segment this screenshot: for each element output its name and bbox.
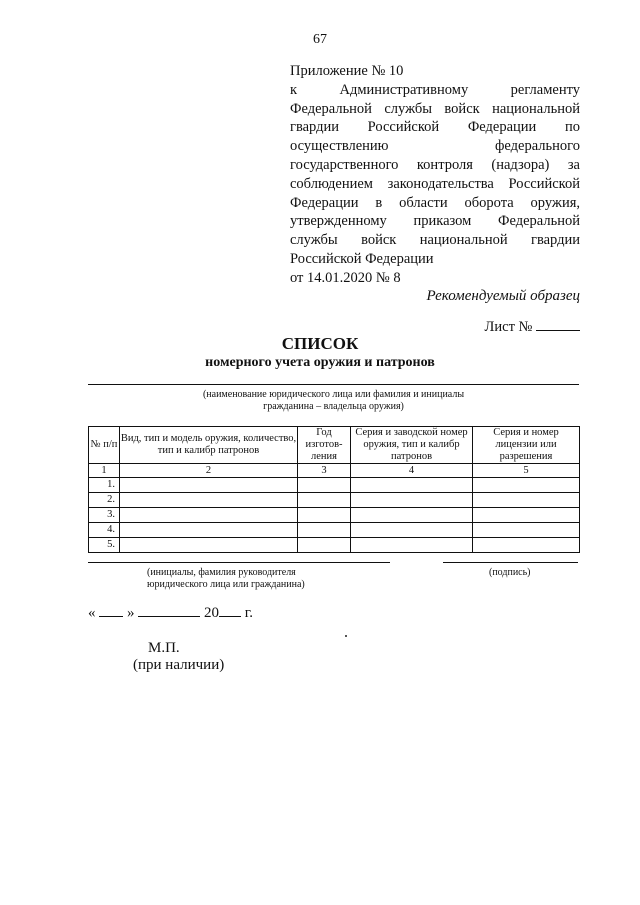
table-cell[interactable]: [298, 508, 351, 523]
page-number: 67: [313, 32, 327, 47]
appendix-line: к Административному регламенту: [290, 81, 580, 98]
appendix-line: государственного контроля (надзора) за: [290, 156, 580, 173]
column-number: 5: [473, 464, 580, 478]
owner-caption-line-1: (наименование юридического лица или фамилия и инициалы: [202, 389, 465, 400]
table-cell[interactable]: [351, 478, 473, 493]
table-cell[interactable]: [473, 478, 580, 493]
column-number-row: [89, 464, 580, 478]
table-cell[interactable]: [473, 493, 580, 508]
table-row: [89, 508, 580, 523]
appendix-line: Российской Федерации: [290, 250, 434, 267]
signature-line: [443, 562, 578, 563]
table-cell[interactable]: [351, 508, 473, 523]
table-cell[interactable]: [473, 523, 580, 538]
stamp-note: (при наличии): [133, 657, 225, 673]
header-number: № п/п: [89, 427, 120, 464]
table-row: [89, 478, 580, 493]
header-weapon-type: Вид, тип и модель оружия, количество, тип и калибр патронов: [120, 427, 298, 464]
table-cell[interactable]: [473, 508, 580, 523]
table-cell[interactable]: [298, 523, 351, 538]
recommended-sample-label: Рекомендуемый образец: [426, 288, 580, 304]
appendix-line: утвержденному приказом Федеральной: [290, 213, 580, 230]
row-number: 3.: [89, 508, 120, 523]
row-number: 2.: [89, 493, 120, 508]
table-cell[interactable]: [120, 508, 298, 523]
appendix-line: Федеральной службы войск национальной: [290, 100, 580, 117]
signatory-caption-line-2: юридического лица или гражданина): [147, 579, 305, 590]
appendix-line: соблюдением законодательства Российской: [290, 175, 580, 192]
header-serial: Серия и заводской номер оружия, тип и калибр патронов: [351, 427, 473, 464]
signatory-caption-line-1: (инициалы, фамилия руководителя: [147, 567, 296, 578]
appendix-line: службы войск национальной гвардии: [290, 232, 580, 249]
signature-caption: (подпись): [489, 567, 531, 578]
header-license: Серия и номер лицензии или разрешения: [473, 427, 580, 464]
table-header-row: [89, 427, 580, 464]
table-cell[interactable]: [120, 493, 298, 508]
month-blank[interactable]: [138, 604, 200, 617]
table-cell[interactable]: [120, 538, 298, 553]
table-row: [89, 538, 580, 553]
column-number: 3: [298, 464, 351, 478]
appendix-line: от 14.01.2020 № 8: [290, 269, 401, 286]
scan-speck: [345, 635, 347, 637]
table-cell[interactable]: [298, 478, 351, 493]
table-row: [89, 493, 580, 508]
appendix-line: осуществлению федерального: [290, 138, 580, 155]
appendix-block: [290, 62, 580, 288]
stamp-label: М.П.: [148, 640, 180, 656]
sheet-label: Лист №: [484, 319, 533, 335]
year-prefix: 20: [204, 605, 219, 621]
document-title: СПИСОК: [281, 334, 359, 353]
table-cell[interactable]: [298, 493, 351, 508]
table-cell[interactable]: [120, 478, 298, 493]
appendix-line: гвардии Российской Федерации по: [290, 119, 580, 136]
year-blank[interactable]: [219, 604, 241, 617]
appendix-line: Федерации в области оборота оружия,: [290, 194, 580, 211]
header-year: Год изготов-ления: [298, 427, 351, 464]
column-number: 2: [120, 464, 298, 478]
table-cell[interactable]: [298, 538, 351, 553]
column-number: 4: [351, 464, 473, 478]
row-number: 4.: [89, 523, 120, 538]
table-row: [89, 523, 580, 538]
row-number: 1.: [89, 478, 120, 493]
column-number: 1: [89, 464, 120, 478]
table-cell[interactable]: [473, 538, 580, 553]
row-number: 5.: [89, 538, 120, 553]
weapons-register-table: [88, 426, 580, 553]
table-cell[interactable]: [351, 493, 473, 508]
day-blank[interactable]: [99, 604, 123, 617]
date-open-quote: «: [88, 605, 96, 621]
document-subtitle: номерного учета оружия и патронов: [205, 355, 435, 370]
sheet-number-blank: [536, 318, 580, 331]
date-close-quote: »: [127, 605, 135, 621]
table-cell[interactable]: [120, 523, 298, 538]
owner-caption: [88, 389, 579, 413]
signatory-name-line: [88, 562, 390, 563]
appendix-line: Приложение № 10: [290, 63, 404, 79]
owner-caption-line-2: гражданина – владельца оружия): [263, 401, 404, 412]
owner-name-line: [88, 384, 579, 385]
date-line: [88, 604, 253, 622]
signatory-caption: [147, 567, 305, 591]
year-suffix: г.: [244, 605, 253, 621]
table-cell[interactable]: [351, 538, 473, 553]
table-cell[interactable]: [351, 523, 473, 538]
